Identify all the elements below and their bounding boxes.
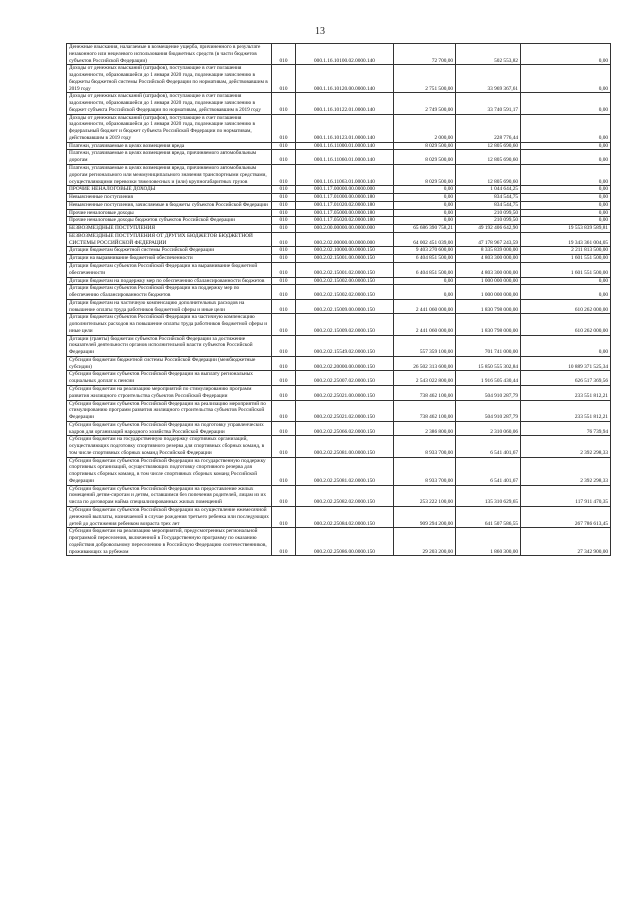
row-kbk-cell: 000.1.17.01000.00.0000.180 bbox=[296, 194, 394, 202]
row-approved-cell: 2 386 800,00 bbox=[394, 421, 456, 436]
row-kbk-cell: 000.2.02.00000.00.0000.000 bbox=[296, 232, 394, 247]
row-approved-cell: 2 441 060 000,00 bbox=[394, 299, 456, 314]
table-row bbox=[67, 528, 611, 556]
row-code-cell: 010 bbox=[272, 371, 296, 386]
table-row bbox=[67, 150, 611, 165]
table-row bbox=[67, 436, 611, 457]
row-executed-cell: 12 805 690,60 bbox=[456, 142, 521, 150]
row-unexecuted-cell: 0,00 bbox=[521, 335, 611, 356]
row-approved-cell: 0,00 bbox=[394, 277, 456, 285]
row-code-cell: 010 bbox=[272, 356, 296, 371]
row-executed-cell: 1 830 798 000,00 bbox=[456, 299, 521, 314]
row-name-cell: Субсидии бюджетам субъектов Российской Федерации на предоставление жилых помещений детям-сиротам и детям, оставшимся без попечения родителей, лицам из их числа по договорам найма специализированных жилых помещений bbox=[67, 485, 272, 506]
row-code-cell: 010 bbox=[272, 255, 296, 263]
table-row bbox=[67, 217, 611, 225]
row-name-cell: Доходы от денежных взысканий (штрафов), поступающие в счет погашения задолженности, образовавшейся до 1 января 2020 года, подлежащие зачислению в бюджет субъекта Российской Федерации по нормативам, действовавшим в 2019 году bbox=[67, 93, 272, 114]
table-row bbox=[67, 277, 611, 285]
row-name-cell: Платежи, уплачиваемые в целях возмещения вреда bbox=[67, 142, 272, 150]
table-row bbox=[67, 232, 611, 247]
table-row bbox=[67, 65, 611, 93]
table-row bbox=[67, 142, 611, 150]
row-name-cell: Невыясненные поступления, зачисляемые в бюджеты субъектов Российской Федерации bbox=[67, 201, 272, 209]
row-approved-cell: 0,00 bbox=[394, 194, 456, 202]
row-code-cell: 010 bbox=[272, 528, 296, 556]
row-unexecuted-cell: 0,00 bbox=[521, 165, 611, 186]
row-code-cell: 010 bbox=[272, 457, 296, 485]
row-code-cell: 010 bbox=[272, 314, 296, 335]
row-unexecuted-cell: 10 889 371 525,34 bbox=[521, 356, 611, 371]
row-approved-cell: 909 294 200,00 bbox=[394, 507, 456, 528]
row-unexecuted-cell: 0,00 bbox=[521, 186, 611, 194]
row-unexecuted-cell: 76 739,94 bbox=[521, 421, 611, 436]
row-code-cell: 010 bbox=[272, 142, 296, 150]
row-unexecuted-cell: 0,00 bbox=[521, 285, 611, 300]
row-name-cell: Дотации бюджетам субъектов Российской Федерации на поддержку мер по обеспечению сбалансированности бюджетов bbox=[67, 285, 272, 300]
row-executed-cell: 47 178 967 243,59 bbox=[456, 232, 521, 247]
row-unexecuted-cell: 0,00 bbox=[521, 209, 611, 217]
row-name-cell: Дотации бюджетам на частичную компенсацию дополнительных расходов на повышение оплаты труда работников бюджетной сферы и иные цели bbox=[67, 299, 272, 314]
row-kbk-cell: 000.2.02.10000.00.0000.150 bbox=[296, 247, 394, 255]
row-name-cell: Невыясненные поступления bbox=[67, 194, 272, 202]
table-row bbox=[67, 457, 611, 485]
row-executed-cell: 1 916 505 430,44 bbox=[456, 371, 521, 386]
row-executed-cell: 1 000 000 000,00 bbox=[456, 277, 521, 285]
row-approved-cell: 2 441 060 000,00 bbox=[394, 314, 456, 335]
row-name-cell: Субсидии бюджетам субъектов Российской Федерации на реализацию мероприятий по стимулированию программ развития жилищного строительства субъектов Российской Федерации bbox=[67, 400, 272, 421]
row-unexecuted-cell: 0,00 bbox=[521, 194, 611, 202]
table-row bbox=[67, 400, 611, 421]
row-executed-cell: 1 830 798 000,00 bbox=[456, 314, 521, 335]
row-executed-cell: 6 541 401,67 bbox=[456, 436, 521, 457]
table-row bbox=[67, 485, 611, 506]
row-approved-cell: 738 462 100,00 bbox=[394, 400, 456, 421]
table-row bbox=[67, 247, 611, 255]
row-approved-cell: 2 751 500,00 bbox=[394, 65, 456, 93]
row-unexecuted-cell: 610 262 000,00 bbox=[521, 314, 611, 335]
row-executed-cell: 4 803 300 000,00 bbox=[456, 255, 521, 263]
row-approved-cell: 0,00 bbox=[394, 201, 456, 209]
row-unexecuted-cell: 0,00 bbox=[521, 114, 611, 142]
row-kbk-cell: 000.1.16.10100.02.0000.140 bbox=[296, 44, 394, 65]
row-code-cell: 010 bbox=[272, 277, 296, 285]
table-row bbox=[67, 194, 611, 202]
table-body bbox=[67, 44, 611, 556]
row-name-cell: Доходы от денежных взысканий (штрафов), поступающие в счет погашения задолженности, образовавшейся до 1 января 2020 года, подлежащие зачислению в бюджеты бюджетной системы Российской Федерации по нормативам, действовавшим в 2019 году bbox=[67, 65, 272, 93]
row-approved-cell: 0,00 bbox=[394, 209, 456, 217]
row-executed-cell: 210 099,50 bbox=[456, 217, 521, 225]
table-row bbox=[67, 507, 611, 528]
row-approved-cell: 738 462 100,00 bbox=[394, 385, 456, 400]
row-name-cell: Дотации бюджетам субъектов Российской Федерации на выравнивание бюджетной обеспеченности bbox=[67, 262, 272, 277]
row-executed-cell: 1 860 300,00 bbox=[456, 528, 521, 556]
row-approved-cell: 2 543 022 800,00 bbox=[394, 371, 456, 386]
row-executed-cell: 504 910 287,79 bbox=[456, 385, 521, 400]
row-unexecuted-cell: 0,00 bbox=[521, 65, 611, 93]
row-kbk-cell: 000.2.02.25021.02.0000.150 bbox=[296, 400, 394, 421]
row-approved-cell: 72 700,00 bbox=[394, 44, 456, 65]
row-unexecuted-cell: 1 601 551 500,00 bbox=[521, 262, 611, 277]
table-row bbox=[67, 114, 611, 142]
row-name-cell: Прочие неналоговые доходы bbox=[67, 209, 272, 217]
row-approved-cell: 65 686 390 758,21 bbox=[394, 225, 456, 233]
table-row bbox=[67, 335, 611, 356]
row-name-cell: Субсидии бюджетам на реализацию мероприятий по стимулированию программ развития жилищного строительства субъектов Российской Федерации bbox=[67, 385, 272, 400]
row-kbk-cell: 000.1.17.05000.00.0000.180 bbox=[296, 209, 394, 217]
row-approved-cell: 0,00 bbox=[394, 186, 456, 194]
table-row bbox=[67, 299, 611, 314]
row-executed-cell: 49 192 406 642,90 bbox=[456, 225, 521, 233]
row-code-cell: 010 bbox=[272, 217, 296, 225]
page-number: 13 bbox=[315, 26, 325, 37]
table-row bbox=[67, 201, 611, 209]
row-code-cell: 010 bbox=[272, 232, 296, 247]
row-kbk-cell: 000.2.02.25084.02.0000.150 bbox=[296, 507, 394, 528]
row-kbk-cell: 000.1.16.10123.01.0000.140 bbox=[296, 114, 394, 142]
row-unexecuted-cell: 19 553 839 589,81 bbox=[521, 225, 611, 233]
row-code-cell: 010 bbox=[272, 385, 296, 400]
row-name-cell: Дотации бюджетам на поддержку мер по обеспечению сбалансированности бюджетов bbox=[67, 277, 272, 285]
budget-revenue-table bbox=[66, 43, 611, 556]
row-executed-cell: 2 310 060,06 bbox=[456, 421, 521, 436]
row-kbk-cell: 000.2.02.15001.02.0000.150 bbox=[296, 262, 394, 277]
row-kbk-cell: 000.1.16.10120.00.0000.140 bbox=[296, 65, 394, 93]
row-unexecuted-cell: 0,00 bbox=[521, 93, 611, 114]
row-kbk-cell: 000.2.02.25066.02.0000.150 bbox=[296, 421, 394, 436]
row-approved-cell: 253 222 100,00 bbox=[394, 485, 456, 506]
table-row bbox=[67, 225, 611, 233]
row-code-cell: 010 bbox=[272, 209, 296, 217]
row-name-cell: Дотации (гранты) бюджетам субъектов Российской Федерации за достижение показателей деятельности органов исполнительной власти субъектов Российской Федерации bbox=[67, 335, 272, 356]
row-code-cell: 010 bbox=[272, 194, 296, 202]
table-row bbox=[67, 209, 611, 217]
row-kbk-cell: 000.1.17.01020.02.0000.180 bbox=[296, 201, 394, 209]
row-code-cell: 010 bbox=[272, 285, 296, 300]
row-executed-cell: 33 969 367,61 bbox=[456, 65, 521, 93]
row-name-cell: Субсидии бюджетам на государственную поддержку спортивных организаций, осуществляющих подготовку спортивного резерва для спортивных сборных команд, в том числе спортивных сборных команд Российской Федерации bbox=[67, 436, 272, 457]
row-approved-cell: 6 404 851 500,00 bbox=[394, 262, 456, 277]
row-approved-cell: 8 933 700,00 bbox=[394, 457, 456, 485]
row-executed-cell: 4 803 300 000,00 bbox=[456, 262, 521, 277]
table-row bbox=[67, 255, 611, 263]
row-executed-cell: 834 544,75 bbox=[456, 194, 521, 202]
row-unexecuted-cell: 0,00 bbox=[521, 142, 611, 150]
row-code-cell: 010 bbox=[272, 44, 296, 65]
row-code-cell: 010 bbox=[272, 201, 296, 209]
row-kbk-cell: 000.2.02.20000.00.0000.150 bbox=[296, 356, 394, 371]
row-approved-cell: 2 749 500,00 bbox=[394, 93, 456, 114]
row-kbk-cell: 000.2.02.25007.02.0000.150 bbox=[296, 371, 394, 386]
row-unexecuted-cell: 0,00 bbox=[521, 277, 611, 285]
row-code-cell: 010 bbox=[272, 93, 296, 114]
row-executed-cell: 15 850 555 302,84 bbox=[456, 356, 521, 371]
row-kbk-cell: 000.2.02.15001.00.0000.150 bbox=[296, 255, 394, 263]
row-name-cell: Платежи, уплачиваемые в целях возмещения вреда, причиняемого автомобильным дорогам bbox=[67, 150, 272, 165]
row-approved-cell: 64 002 451 039,00 bbox=[394, 232, 456, 247]
row-kbk-cell: 000.2.02.15009.02.0000.150 bbox=[296, 314, 394, 335]
row-name-cell: Денежные взыскания, налагаемые в возмещение ущерба, причиненного в результате незаконного или нецелевого использования бюджетных средств (в части бюджетов субъектов Российской Федерации) bbox=[67, 44, 272, 65]
row-unexecuted-cell: 2 211 813 500,00 bbox=[521, 247, 611, 255]
row-executed-cell: 12 805 690,60 bbox=[456, 150, 521, 165]
row-approved-cell: 8 029 500,00 bbox=[394, 142, 456, 150]
row-approved-cell: 8 933 700,00 bbox=[394, 436, 456, 457]
row-kbk-cell: 000.2.02.25081.00.0000.150 bbox=[296, 436, 394, 457]
row-unexecuted-cell: 233 551 812,21 bbox=[521, 400, 611, 421]
row-approved-cell: 29 203 200,00 bbox=[394, 528, 456, 556]
row-unexecuted-cell: 0,00 bbox=[521, 201, 611, 209]
row-executed-cell: 504 910 287,79 bbox=[456, 400, 521, 421]
table-row bbox=[67, 385, 611, 400]
row-kbk-cell: 000.2.02.25021.00.0000.150 bbox=[296, 385, 394, 400]
row-executed-cell: 502 553,82 bbox=[456, 44, 521, 65]
table-row bbox=[67, 93, 611, 114]
row-unexecuted-cell: 610 262 000,00 bbox=[521, 299, 611, 314]
row-executed-cell: 701 741 000,00 bbox=[456, 335, 521, 356]
row-kbk-cell: 000.1.16.11063.01.0000.140 bbox=[296, 165, 394, 186]
row-approved-cell: 26 502 313 600,00 bbox=[394, 356, 456, 371]
row-executed-cell: 641 507 586,55 bbox=[456, 507, 521, 528]
row-approved-cell: 2 000,00 bbox=[394, 114, 456, 142]
row-name-cell: Субсидии бюджетам субъектов Российской Федерации на выплату региональных социальных доплат к пенсии bbox=[67, 371, 272, 386]
row-code-cell: 010 bbox=[272, 299, 296, 314]
row-kbk-cell: 000.1.17.00000.00.0000.000 bbox=[296, 186, 394, 194]
row-code-cell: 010 bbox=[272, 507, 296, 528]
row-kbk-cell: 000.2.02.15549.02.0000.150 bbox=[296, 335, 394, 356]
row-unexecuted-cell: 2 392 298,33 bbox=[521, 436, 611, 457]
row-approved-cell: 9 403 270 600,00 bbox=[394, 247, 456, 255]
row-kbk-cell: 000.2.02.15002.02.0000.150 bbox=[296, 285, 394, 300]
row-name-cell: Доходы от денежных взысканий (штрафов), поступающие в счет погашения задолженности, образовавшейся до 1 января 2020 года, подлежащие зачислению в федеральный бюджет и бюджет субъекта Российской Федерации по нормативам, действовавшим в 2019 году bbox=[67, 114, 272, 142]
row-kbk-cell: 000.2.00.00000.00.0000.000 bbox=[296, 225, 394, 233]
row-approved-cell: 0,00 bbox=[394, 217, 456, 225]
row-code-cell: 010 bbox=[272, 165, 296, 186]
row-kbk-cell: 000.2.02.25082.02.0000.150 bbox=[296, 485, 394, 506]
table-row bbox=[67, 356, 611, 371]
row-executed-cell: 228 776,44 bbox=[456, 114, 521, 142]
row-kbk-cell: 000.2.02.25081.02.0000.150 bbox=[296, 457, 394, 485]
row-kbk-cell: 000.2.02.25086.00.0000.150 bbox=[296, 528, 394, 556]
row-kbk-cell: 000.2.02.15009.00.0000.150 bbox=[296, 299, 394, 314]
row-kbk-cell: 000.1.17.05020.02.0000.180 bbox=[296, 217, 394, 225]
row-code-cell: 010 bbox=[272, 335, 296, 356]
row-name-cell: Субсидии бюджетам субъектов Российской Федерации на осуществление ежемесячной денежной выплаты, назначаемой в случае рождения третьего ребенка или последующих детей до достижения ребенком возраста трех лет bbox=[67, 507, 272, 528]
row-unexecuted-cell: 0,00 bbox=[521, 44, 611, 65]
table-row bbox=[67, 314, 611, 335]
row-unexecuted-cell: 0,00 bbox=[521, 217, 611, 225]
table-row bbox=[67, 186, 611, 194]
row-kbk-cell: 000.1.16.10122.01.0000.140 bbox=[296, 93, 394, 114]
row-name-cell: Дотации бюджетам бюджетной системы Российской Федерации bbox=[67, 247, 272, 255]
row-code-cell: 010 bbox=[272, 247, 296, 255]
row-name-cell: Субсидии бюджетам бюджетной системы Российской Федерации (межбюджетные субсидии) bbox=[67, 356, 272, 371]
table-row bbox=[67, 262, 611, 277]
row-name-cell: ПРОЧИЕ НЕНАЛОГОВЫЕ ДОХОДЫ bbox=[67, 186, 272, 194]
row-unexecuted-cell: 117 911 470,35 bbox=[521, 485, 611, 506]
row-code-cell: 010 bbox=[272, 114, 296, 142]
row-executed-cell: 1 044 644,25 bbox=[456, 186, 521, 194]
row-unexecuted-cell: 1 601 551 500,00 bbox=[521, 255, 611, 263]
row-unexecuted-cell: 0,00 bbox=[521, 150, 611, 165]
row-unexecuted-cell: 19 343 361 004,05 bbox=[521, 232, 611, 247]
row-approved-cell: 8 029 500,00 bbox=[394, 150, 456, 165]
table-row bbox=[67, 421, 611, 436]
row-name-cell: Субсидии бюджетам субъектов Российской Федерации на подготовку управленческих кадров для организаций народного хозяйства Российской Федерации bbox=[67, 421, 272, 436]
row-code-cell: 010 bbox=[272, 186, 296, 194]
row-executed-cell: 6 541 401,67 bbox=[456, 457, 521, 485]
row-approved-cell: 557 359 100,00 bbox=[394, 335, 456, 356]
row-executed-cell: 135 310 629,65 bbox=[456, 485, 521, 506]
row-code-cell: 010 bbox=[272, 400, 296, 421]
row-executed-cell: 33 740 591,17 bbox=[456, 93, 521, 114]
row-unexecuted-cell: 233 551 812,21 bbox=[521, 385, 611, 400]
row-executed-cell: 8 335 839 000,00 bbox=[456, 247, 521, 255]
row-approved-cell: 8 029 500,00 bbox=[394, 165, 456, 186]
row-kbk-cell: 000.1.16.11000.01.0000.140 bbox=[296, 142, 394, 150]
row-approved-cell: 0,00 bbox=[394, 285, 456, 300]
row-approved-cell: 6 404 851 500,00 bbox=[394, 255, 456, 263]
table-row bbox=[67, 44, 611, 65]
row-code-cell: 010 bbox=[272, 225, 296, 233]
row-executed-cell: 834 544,75 bbox=[456, 201, 521, 209]
row-code-cell: 010 bbox=[272, 65, 296, 93]
row-code-cell: 010 bbox=[272, 262, 296, 277]
row-name-cell: БЕЗВОЗМЕЗДНЫЕ ПОСТУПЛЕНИЯ ОТ ДРУГИХ БЮДЖЕТОВ БЮДЖЕТНОЙ СИСТЕМЫ РОССИЙСКОЙ ФЕДЕРАЦИИ bbox=[67, 232, 272, 247]
row-unexecuted-cell: 626 517 369,56 bbox=[521, 371, 611, 386]
row-code-cell: 010 bbox=[272, 150, 296, 165]
row-name-cell: Дотации на выравнивание бюджетной обеспеченности bbox=[67, 255, 272, 263]
row-executed-cell: 210 099,50 bbox=[456, 209, 521, 217]
row-unexecuted-cell: 27 342 900,00 bbox=[521, 528, 611, 556]
table-row bbox=[67, 165, 611, 186]
row-unexecuted-cell: 267 786 613,45 bbox=[521, 507, 611, 528]
row-kbk-cell: 000.1.16.11060.01.0000.140 bbox=[296, 150, 394, 165]
table-row bbox=[67, 285, 611, 300]
row-executed-cell: 12 805 690,60 bbox=[456, 165, 521, 186]
row-name-cell: Субсидии бюджетам на реализацию мероприятий, предусмотренных региональной программой переселения, включенной в Государственную программу по оказанию содействия добровольному переселению в Российскую Федерацию соотечественников, проживающих за рубежом bbox=[67, 528, 272, 556]
row-name-cell: БЕЗВОЗМЕЗДНЫЕ ПОСТУПЛЕНИЯ bbox=[67, 225, 272, 233]
table-row bbox=[67, 371, 611, 386]
row-name-cell: Платежи, уплачиваемые в целях возмещения вреда, причиняемого автомобильным дорогам регионального или межмуниципального значения транспортными средствами, осуществляющими перевозки тяжеловесных и (или) крупногабаритных грузов bbox=[67, 165, 272, 186]
row-code-cell: 010 bbox=[272, 485, 296, 506]
row-code-cell: 010 bbox=[272, 436, 296, 457]
row-unexecuted-cell: 2 392 298,33 bbox=[521, 457, 611, 485]
row-name-cell: Дотации бюджетам субъектов Российской Федерации на частичную компенсацию дополнительных расходов на повышение оплаты труда работников бюджетной сферы и иные цели bbox=[67, 314, 272, 335]
row-name-cell: Субсидии бюджетам субъектов Российской Федерации на государственную поддержку спортивных организаций, осуществляющих подготовку спортивного резерва для спортивных сборных команд, в том числе спортивных сборных команд Российской Федерации bbox=[67, 457, 272, 485]
row-name-cell: Прочие неналоговые доходы бюджетов субъектов Российской Федерации bbox=[67, 217, 272, 225]
row-executed-cell: 1 000 000 000,00 bbox=[456, 285, 521, 300]
row-kbk-cell: 000.2.02.15002.00.0000.150 bbox=[296, 277, 394, 285]
row-code-cell: 010 bbox=[272, 421, 296, 436]
